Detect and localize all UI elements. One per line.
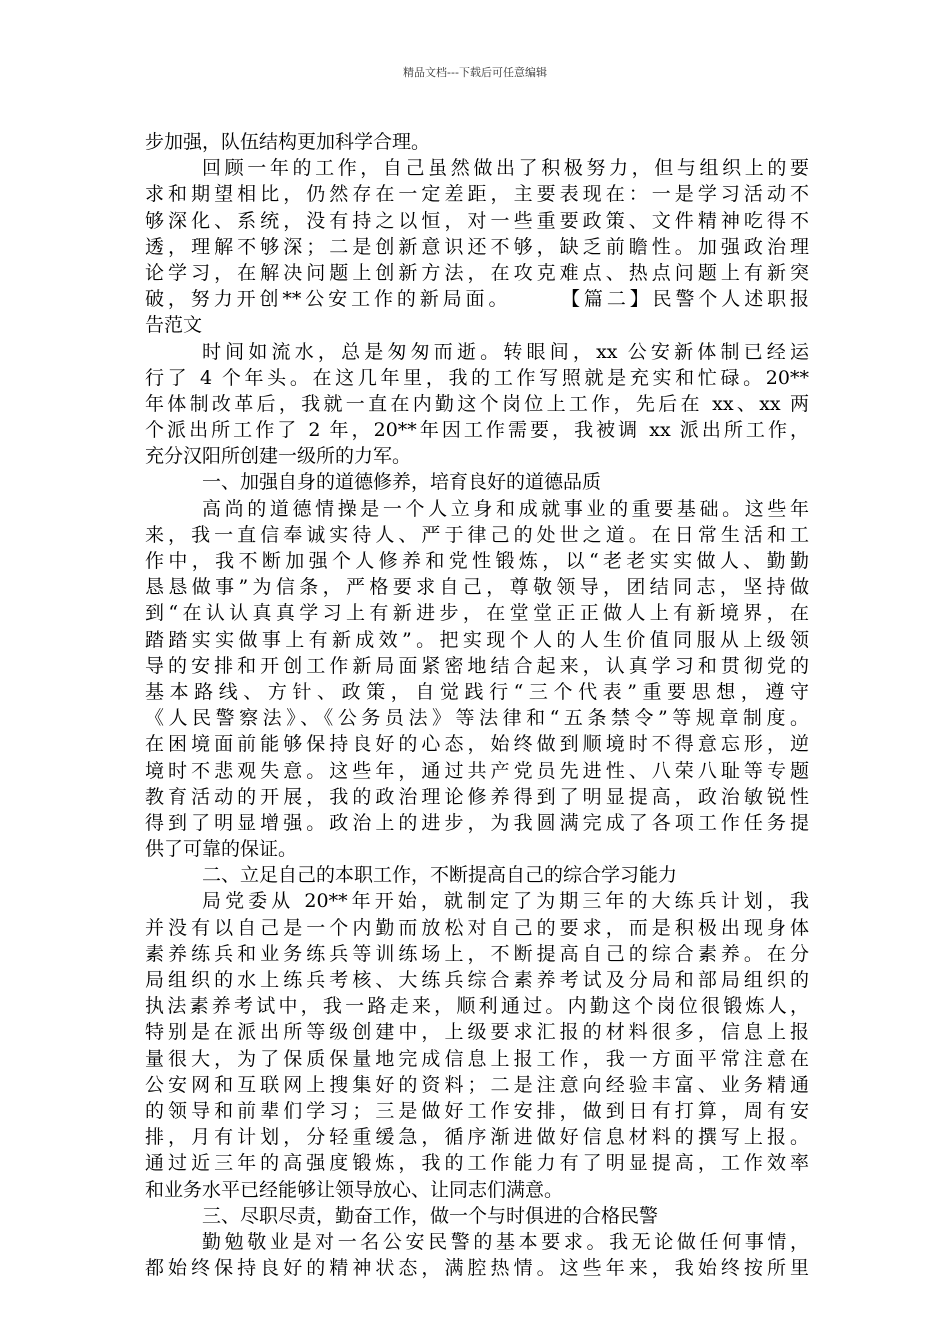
text-line: 境时不悲观失意。这些年，通过共产党员先进性、八荣八耻等专题: [145, 759, 809, 782]
text-line: 公安网和互联网上搜集好的资料；二是注意向经验丰富、业务精通: [145, 1073, 809, 1096]
text-line: 供了可靠的保证。: [145, 838, 298, 861]
text-line: 和业务水平已经能够让领导放心、让同志们满意。: [145, 1178, 564, 1201]
text-line: 充分汉阳所创建一级所的力军。: [145, 445, 412, 468]
text-line: 踏踏实实做事上有新成效”。把实现个人的人生价值同服从上级领: [145, 628, 809, 651]
text-line: 三、尽职尽责，勤奋工作，做一个与时俱进的合格民警: [202, 1204, 659, 1227]
text-line: 排，月有计划，分轻重缓急，循序渐进做好信息材料的撰写上报。: [145, 1126, 809, 1149]
text-line: 通过近三年的高强度锻炼，我的工作能力有了明显提高，工作效率: [145, 1152, 809, 1175]
text-line: 论学习，在解决问题上创新方法，在攻克难点、热点问题上有新突: [145, 261, 809, 284]
text-line: 素养练兵和业务练兵等训练场上，不断提高自己的综合素养。在分: [145, 942, 809, 965]
text-line: 时间如流水，总是匆匆而逝。转眼间，xx 公安新体制已经运: [202, 340, 809, 363]
text-line: 局组织的水上练兵考核、大练兵综合素养考试及分局和部局组织的: [145, 969, 809, 991]
text-line: 局党委从 20**年开始，就制定了为期三年的大练兵计划，我: [202, 890, 809, 913]
page-header: 精品文档---下载后可任意编辑: [403, 66, 547, 79]
text-line: 回顾一年的工作，自己虽然做出了积极努力，但与组织上的要: [202, 157, 809, 180]
text-line: 年体制改革后，我就一直在内勤这个岗位上工作，先后在 xx、xx 两: [145, 392, 809, 415]
text-line: 行了 4 个年头。在这几年里，我的工作写照就是充实和忙碌。20**: [145, 366, 809, 389]
text-line: 得到了明显增强。政治上的进步，为我圆满完成了各项工作任务提: [145, 811, 809, 834]
text-line: 《人民警察法》、《公务员法》等法律和“五条禁令”等规章制度。: [145, 707, 809, 730]
text-line: 来，我一直信奉诚实待人、严于律己的处世之道。在日常生活和工: [145, 523, 809, 546]
text-line: 都始终保持良好的精神状态，满腔热情。这些年来，我始终按所里: [145, 1257, 809, 1280]
text-line: 的领导和前辈们学习；三是做好工作安排，做到日有打算，周有安: [145, 1099, 809, 1122]
text-line: 破，努力开创**公安工作的新局面。 【篇二】民警个人述职报: [145, 288, 809, 311]
text-line: 基本路线、方针、政策，自觉践行“三个代表”重要思想，遵守: [145, 680, 809, 703]
text-line: 导的安排和开创工作新局面紧密地结合起来，认真学习和贯彻党的: [145, 654, 809, 677]
text-line: 二、立足自己的本职工作，不断提高自己的综合学习能力: [202, 864, 678, 887]
text-line: 高尚的道德情操是一个人立身和成就事业的重要基础。这些年: [202, 497, 809, 520]
text-line: 恳恳做事”为信条，严格要求自己，尊敬领导，团结同志，坚持做: [145, 576, 809, 599]
text-line: 执法素养考试中，我一路走来，顺利通过。内勤这个岗位很锻炼人，: [145, 995, 809, 1018]
text-line: 告范文: [145, 314, 203, 337]
text-line: 勤勉敬业是对一名公安民警的基本要求。我无论做任何事情，: [202, 1230, 809, 1253]
text-line: 特别是在派出所等级创建中，上级要求汇报的材料很多，信息上报: [145, 1021, 809, 1044]
text-line: 作中，我不断加强个人修养和党性锻炼，以“老老实实做人、勤勤: [145, 550, 809, 572]
text-line: 求和期望相比，仍然存在一定差距，主要表现在：一是学习活动不: [145, 183, 809, 206]
text-line: 透，理解不够深；二是创新意识还不够，缺乏前瞻性。加强政治理: [145, 235, 809, 258]
text-line: 步加强，队伍结构更加科学合理。: [145, 131, 431, 153]
text-line: 个派出所工作了 2 年，20**年因工作需要，我被调 xx 派出所工作，: [145, 419, 809, 442]
text-line: 到“在认认真真学习上有新进步，在堂堂正正做人上有新境界，在: [145, 602, 809, 625]
text-line: 量很大，为了保质保量地完成信息上报工作，我一方面平常注意在: [145, 1047, 809, 1070]
text-line: 教育活动的开展，我的政治理论修养得到了明显提高，政治敏锐性: [145, 785, 809, 808]
document-body: [145, 129, 809, 1281]
text-line: 在困境面前能够保持良好的心态，始终做到顺境时不得意忘形，逆: [145, 733, 809, 756]
text-line: 并没有以自己是一个内勤而放松对自己的要求，而是积极出现身体: [145, 916, 809, 939]
text-line: 一、加强自身的道德修养，培育良好的道德品质: [202, 471, 602, 494]
text-line: 够深化、系统，没有持之以恒，对一些重要政策、文件精神吃得不: [145, 209, 809, 232]
